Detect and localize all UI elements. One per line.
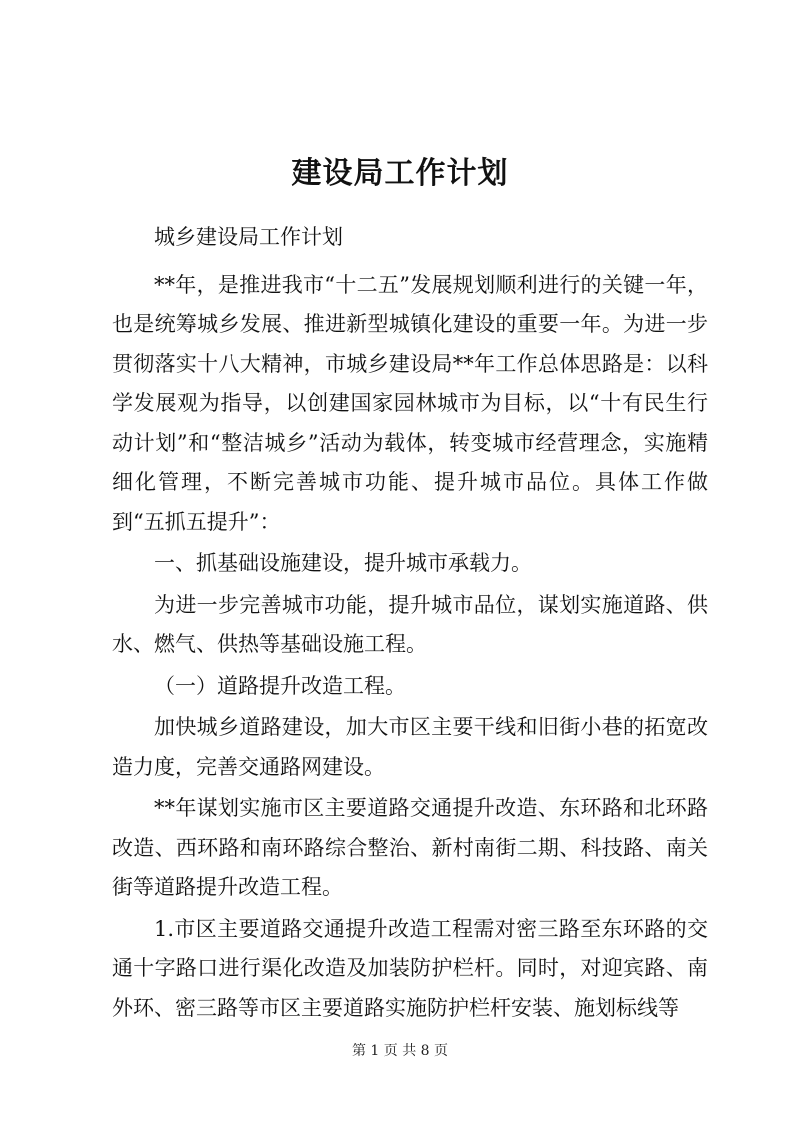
paragraph-intro: **年，是推进我市“十二五”发展规划顺利进行的关键一年，也是统筹城乡发展、推进新型城镇化建设的重要一年。为进一步贯彻落实十八大精神，市城乡建设局**年工作总体思路是：以科学发展观为指导，以创建国家园林城市为目标，以“十有民生行动计划”和“整洁城乡”活动为载体，转变城市经营理念，实施精细化管理，不断完善城市功能、提升城市品位。具体工作做到“五抓五提升”： — [112, 272, 708, 534]
paragraph-roads: 加快城乡道路建设，加大市区主要干线和旧街小巷的拓宽改造力度，完善交通路网建设。 — [112, 715, 708, 779]
section-heading-1: 一、抓基础设施建设，提升城市承载力。 — [154, 551, 532, 575]
document-title: 建设局工作计划 — [291, 156, 509, 191]
paragraph-item-1: 1.市区主要道路交通提升改造工程需对密三路至东环路的交通十字路口进行渠化改造及加装防护栏杆。同时，对迎宾路、南外环、密三路等市区主要道路实施防护栏杆安装、施划标线等 — [112, 916, 708, 1020]
document-subtitle: 城乡建设局工作计划 — [154, 225, 343, 249]
paragraph-road-projects: **年谋划实施市区主要道路交通提升改造、东环路和北环路改造、西环路和南环路综合整治、新村南街二期、科技路、南关街等道路提升改造工程。 — [112, 796, 708, 899]
paragraph-infrastructure: 为进一步完善城市功能，提升城市品位，谋划实施道路、供水、燃气、供热等基础设施工程。 — [112, 592, 708, 656]
page-footer: 第 1 页 共 8 页 — [351, 1043, 449, 1059]
subsection-heading-roads: （一）道路提升改造工程。 — [154, 673, 406, 698]
